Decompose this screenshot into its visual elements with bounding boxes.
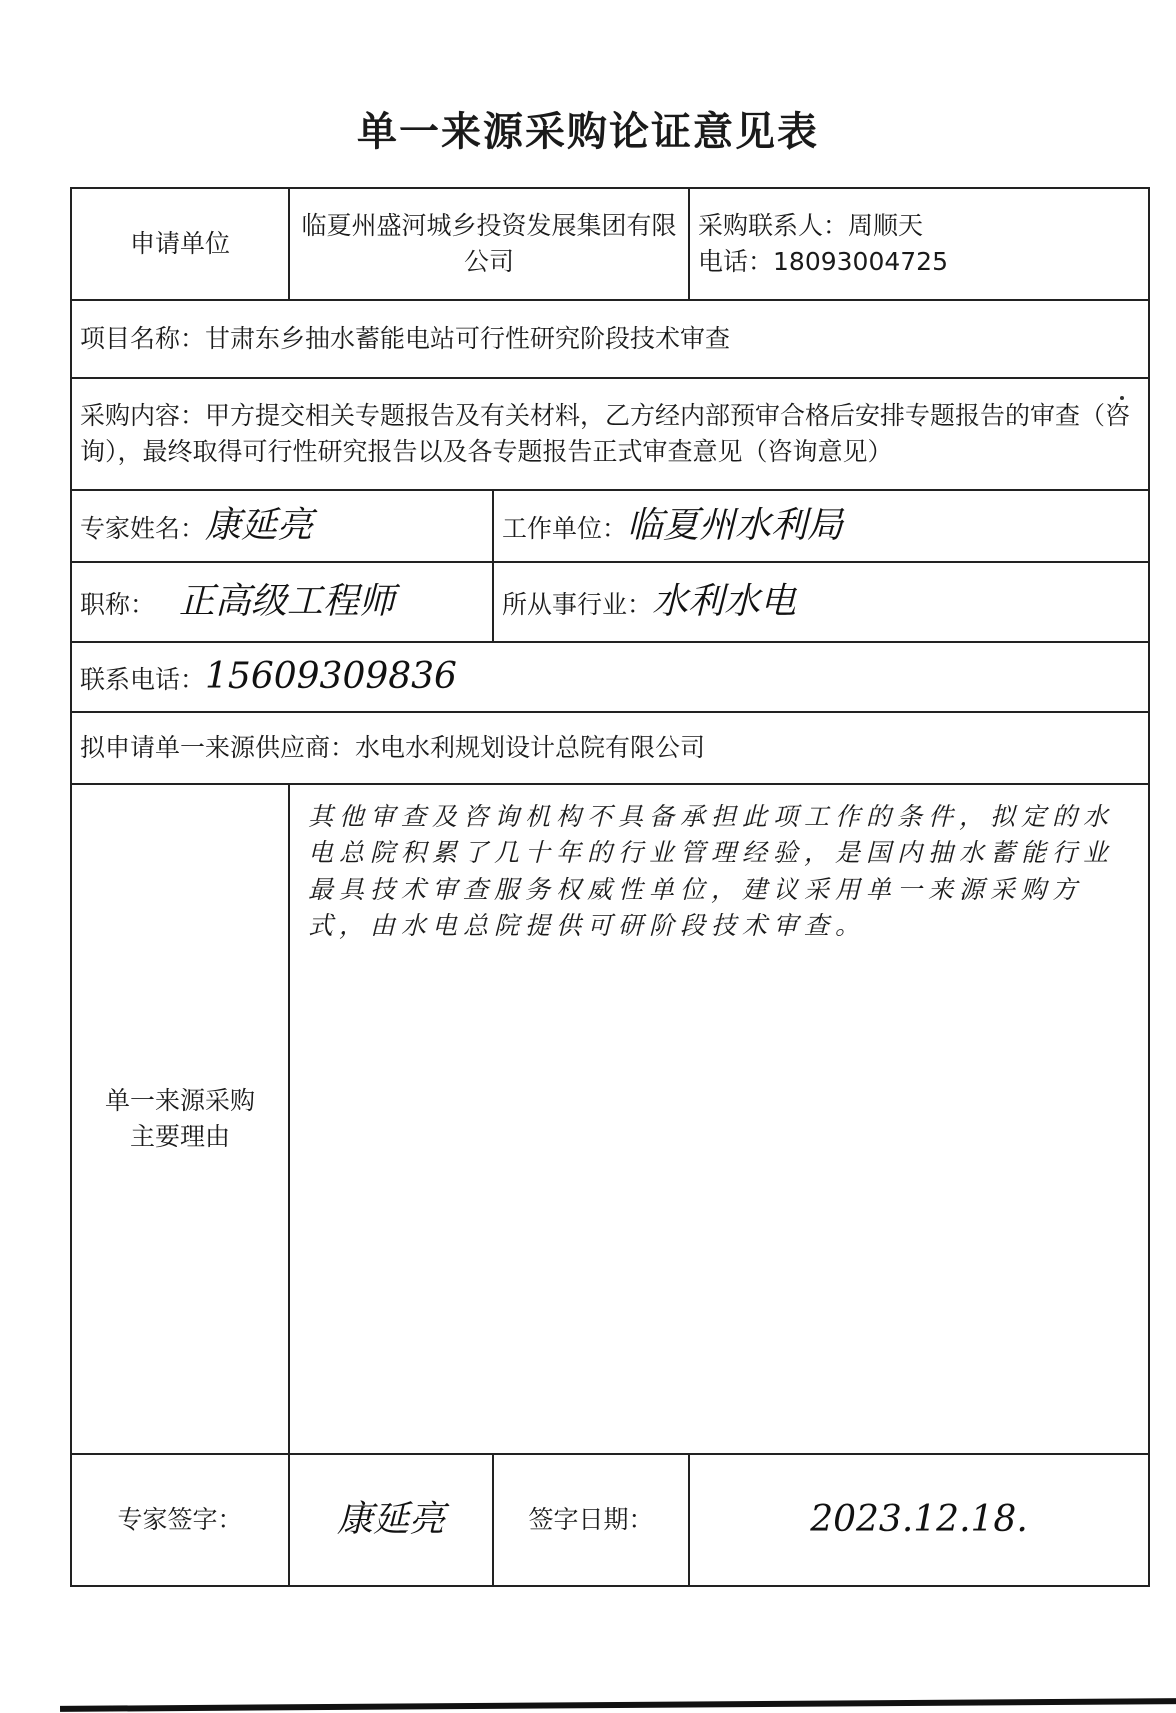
sign-date-value: 2023.12.18.: [810, 1498, 1028, 1540]
contact-person: 采购联系人：周顺天: [698, 210, 924, 240]
content-row: [71, 378, 1149, 490]
industry-value: 水利水电: [652, 580, 797, 622]
project-value: 甘肃东乡抽水蓄能电站可行性研究阶段技术审查: [205, 323, 731, 353]
signature-cell: [289, 1454, 493, 1586]
expert-name-label: 专家姓名：: [80, 513, 206, 543]
reason-label: [71, 784, 289, 1454]
supplier-label: 拟申请单一来源供应商：: [80, 732, 356, 762]
content-label: 采购内容：: [80, 400, 206, 430]
supplier-value: 水电水利规划设计总院有限公司: [355, 732, 706, 762]
expert-name-value: 康延亮: [205, 504, 314, 546]
project-row: [71, 300, 1149, 378]
page-title: 单一来源采购论证意见表: [357, 109, 819, 155]
procurement-form: [70, 187, 1150, 1587]
job-title-label: 职称：: [80, 589, 156, 619]
work-unit-value: 临夏州水利局: [627, 504, 844, 546]
page-edge-shadow: [60, 1698, 1176, 1712]
sign-date-cell: [689, 1454, 1149, 1586]
content-value: 甲方提交相关专题报告及有关材料，乙方经内部预审合格后安排专题报告的审查（咨询），最终取得可行性研究报告以及各专题报告正式审查意见（咨询意见）: [80, 400, 1131, 466]
project-label: 项目名称：: [80, 323, 206, 353]
expert-name-cell: [71, 490, 493, 562]
title-cell: [71, 562, 493, 642]
applicant-contact-cell: [689, 188, 1149, 300]
job-title-value: 正高级工程师: [178, 580, 395, 622]
expert-phone-label: 联系电话：: [80, 664, 206, 694]
industry-label: 所从事行业：: [502, 589, 653, 619]
reason-label-text: 单一来源采购主要理由: [105, 1085, 256, 1151]
work-unit-cell: [493, 490, 1149, 562]
applicant-label: 申请单位: [71, 188, 289, 300]
work-unit-label: 工作单位：: [502, 513, 628, 543]
signature-value: 康延亮: [336, 1498, 445, 1540]
sign-date-label: 签字日期：: [493, 1454, 689, 1586]
signature-label: 专家签字：: [71, 1454, 289, 1586]
reason-text: 其他审查及咨询机构不具备承担此项工作的条件，拟定的水电总院积累了几十年的行业管理经验，是国内抽水蓄能行业最具技术审查服务权威性单位，建议采用单一来源采购方式，由水电总院提供可研阶段技术审查。: [289, 784, 1149, 1454]
expert-phone-value: 15609309836: [205, 655, 457, 697]
industry-cell: [493, 562, 1149, 642]
supplier-row: [71, 712, 1149, 784]
phone-row: [71, 642, 1149, 712]
contact-phone: 电话：18093004725: [698, 247, 948, 276]
applicant-value: 临夏州盛河城乡投资发展集团有限公司: [289, 188, 689, 300]
